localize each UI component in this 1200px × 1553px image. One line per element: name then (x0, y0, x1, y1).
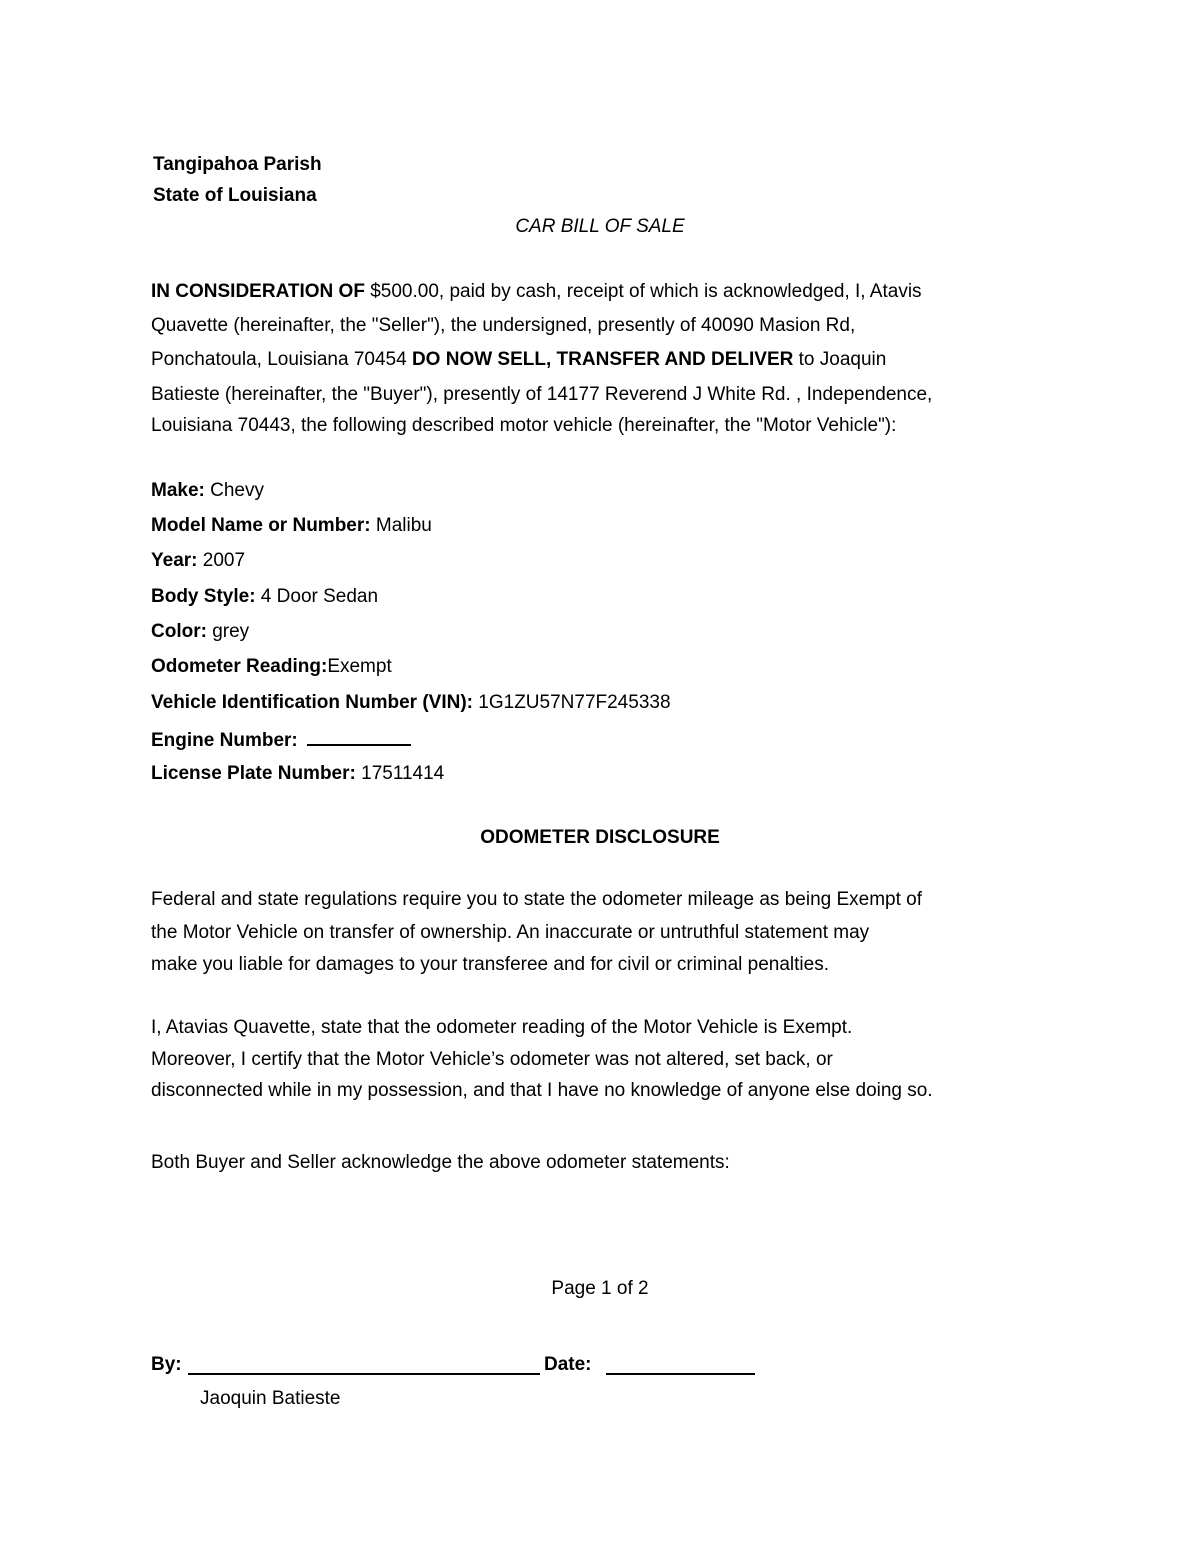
disclosure-para1-line2: the Motor Vehicle on transfer of ownership. An inaccurate or untruthful statement may (151, 922, 870, 943)
acknowledgement-line: Both Buyer and Seller acknowledge the above odometer statements: (151, 1152, 730, 1173)
vehicle-model (151, 514, 432, 538)
consideration-line-3-pre: Ponchatoula, Louisiana 70454 (151, 349, 412, 370)
license-plate-label: License Plate Number: (151, 763, 356, 784)
disclosure-para2-line2: Moreover, I certify that the Motor Vehicle’s odometer was not altered, set back, or (151, 1049, 833, 1070)
disclosure-para1-line3: make you liable for damages to your transferee and for civil or criminal penalties. (151, 954, 829, 975)
date-line (606, 1373, 755, 1375)
vin-label: Vehicle Identification Number (VIN): (151, 692, 473, 713)
vehicle-odometer (151, 655, 392, 679)
parish-heading: Tangipahoa Parish (153, 154, 322, 175)
body-style-value: 4 Door Sedan (255, 586, 379, 607)
model-label: Model Name or Number: (151, 515, 371, 536)
vehicle-make (151, 479, 264, 503)
model-value: Malibu (370, 515, 432, 536)
consideration-line-3-post: to Joaquin (793, 349, 887, 370)
color-label: Color: (151, 621, 207, 642)
disclosure-para2-line1: I, Atavias Quavette, state that the odometer reading of the Motor Vehicle is Exempt. (151, 1017, 853, 1038)
consideration-line-5: Louisiana 70443, the following described motor vehicle (hereinafter, the "Motor Vehicle"): (151, 415, 897, 436)
signer-name: Jaoquin Batieste (200, 1388, 341, 1409)
consideration-line-3 (151, 348, 886, 372)
vehicle-year (151, 549, 245, 573)
disclosure-para1-line1: Federal and state regulations require you to state the odometer mileage as being Exempt of (151, 889, 923, 910)
sell-transfer-deliver-phrase: DO NOW SELL, TRANSFER AND DELIVER (411, 349, 794, 370)
make-label: Make: (151, 480, 205, 501)
odometer-value: Exempt (327, 656, 392, 677)
vehicle-vin (151, 691, 671, 715)
consideration-line-4: Batieste (hereinafter, the "Buyer"), presently of 14177 Reverend J White Rd. , Independence, (151, 384, 933, 405)
make-value: Chevy (204, 480, 264, 501)
year-value: 2007 (197, 550, 246, 571)
engine-number-label: Engine Number: (151, 730, 298, 751)
page-number: Page 1 of 2 (551, 1278, 649, 1299)
by-label: By: (151, 1354, 182, 1375)
document-title: CAR BILL OF SALE (515, 216, 685, 237)
odometer-disclosure-heading: ODOMETER DISCLOSURE (480, 827, 720, 848)
vehicle-engine-number (151, 726, 411, 753)
date-label: Date: (544, 1354, 592, 1375)
year-label: Year: (151, 550, 198, 571)
consideration-amount-text: $500.00, paid by cash, receipt of which is acknowledged, I, Atavis (364, 281, 922, 302)
body-style-label: Body Style: (151, 586, 256, 607)
vehicle-color (151, 620, 249, 644)
disclosure-para2-line3: disconnected while in my possession, and that I have no knowledge of anyone else doing so. (151, 1080, 933, 1101)
consideration-line-2: Quavette (hereinafter, the "Seller"), the undersigned, presently of 40090 Masion Rd, (151, 315, 856, 336)
odometer-label: Odometer Reading: (151, 656, 328, 677)
consideration-line-1 (151, 280, 922, 304)
license-plate-value: 17511414 (355, 763, 445, 784)
state-heading: State of Louisiana (153, 185, 317, 206)
engine-number-blank (307, 726, 411, 746)
consideration-lead: IN CONSIDERATION OF (151, 281, 365, 302)
vehicle-body-style (151, 585, 378, 609)
vehicle-license-plate (151, 762, 444, 786)
color-value: grey (206, 621, 250, 642)
signature-line (188, 1373, 540, 1375)
vin-value: 1G1ZU57N77F245338 (473, 692, 671, 713)
